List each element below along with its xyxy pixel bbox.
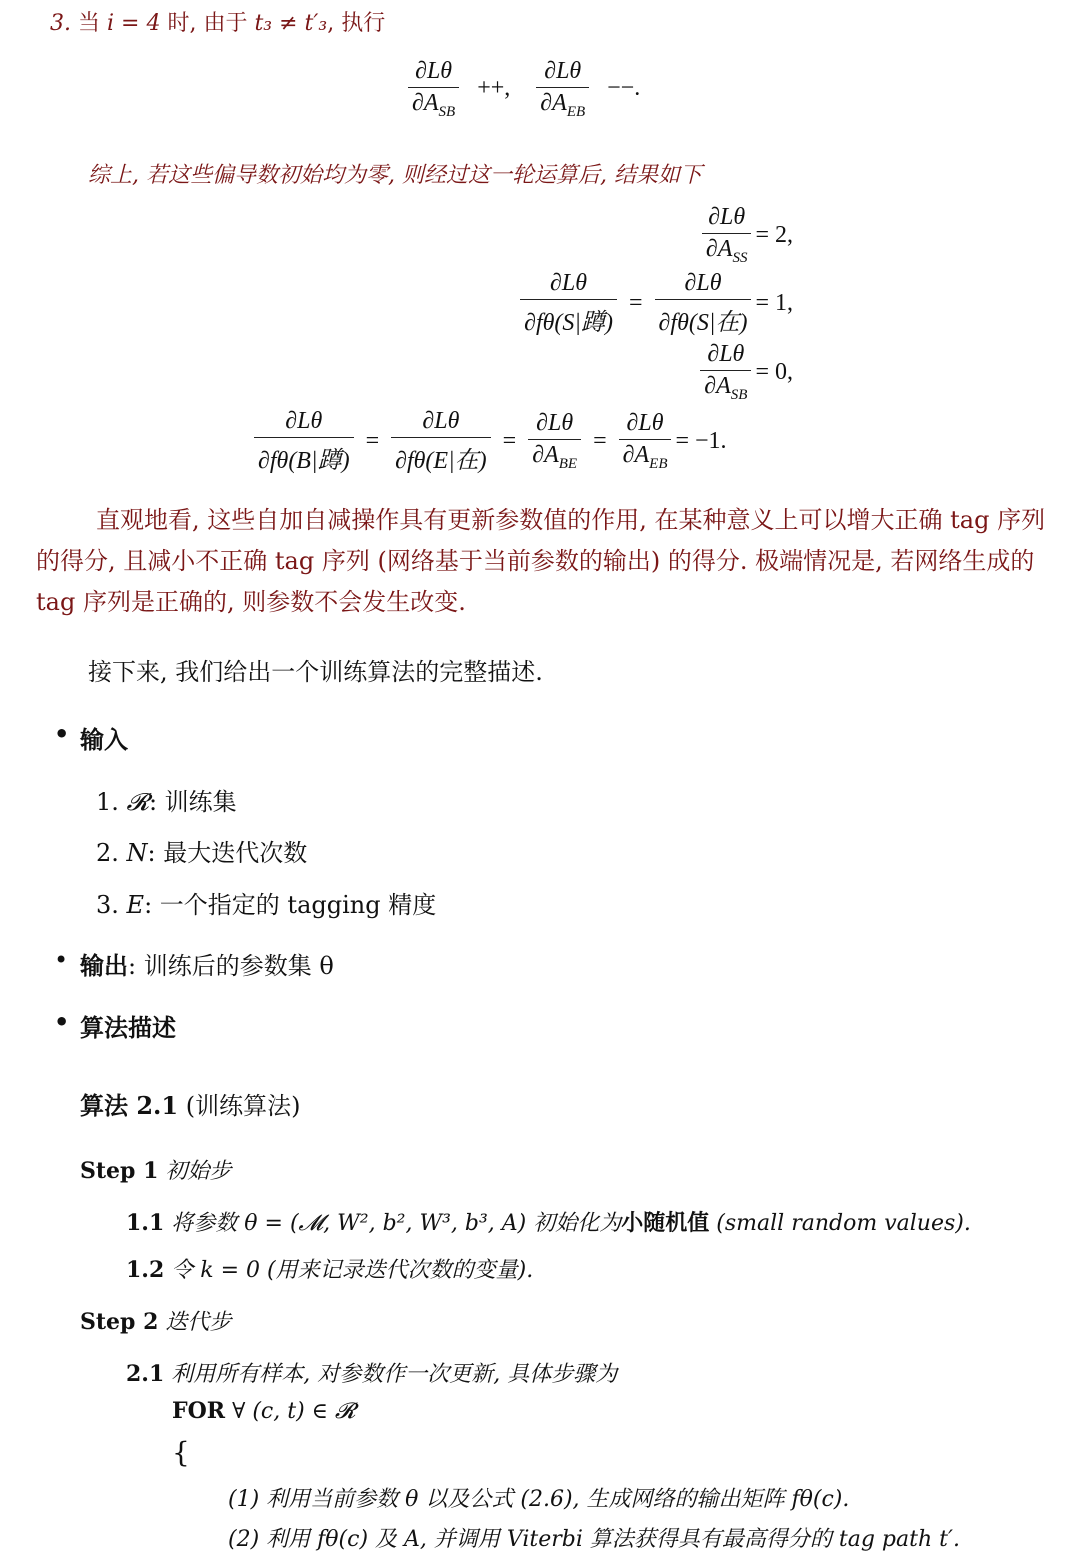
results-block	[233, 202, 793, 406]
frac-numerator: ∂Lθ	[708, 203, 746, 230]
input-text: : 一个指定的 tagging 精度	[144, 891, 437, 919]
step-math: k = 0	[200, 1258, 261, 1283]
step-1-1	[126, 1206, 971, 1237]
input-text: : 最大迭代次数	[147, 839, 308, 867]
input-heading: • 输入	[80, 720, 128, 755]
step3-i-eq: i = 4	[107, 11, 161, 36]
input-text: : 训练集	[148, 788, 237, 816]
step3-number: 3.	[50, 11, 71, 36]
increment-equation	[404, 58, 648, 121]
step-text: 初始化为	[533, 1211, 622, 1236]
algo-desc-heading: • 算法描述	[80, 1008, 176, 1043]
frac-denominator: ∂fθ(S|在)	[655, 299, 752, 337]
result-row-1: $\frac{\partial L\theta}{\partial A_{SS}}$ = 2,	[233, 202, 793, 268]
algorithm-title	[80, 1086, 300, 1121]
list-number: 2.	[96, 839, 119, 867]
step-text: 令	[171, 1258, 194, 1283]
frac-denominator: ∂fθ(B|蹲)	[254, 437, 354, 475]
input-item-1	[96, 782, 237, 817]
output-heading: 输出	[80, 952, 128, 980]
input-symbol: N	[126, 839, 148, 867]
result-row-2: $\frac{\partial L\theta}{\text{∂fθ(S|蹲)}}$ = $\frac{\partial L\theta}{\text{∂fθ(S|在)}}$ = 1,	[233, 268, 793, 338]
result-value: = −1.	[675, 428, 727, 454]
algorithm-name: (训练算法)	[185, 1092, 301, 1120]
step-1-2	[126, 1253, 533, 1284]
fraction-dL-dAEB	[536, 58, 589, 121]
step-emphasis: 小随机值	[621, 1211, 710, 1236]
step-2-1	[126, 1357, 617, 1388]
list-number: 3.	[96, 891, 119, 919]
frac-subscript: BE	[558, 455, 578, 472]
for-keyword: FOR	[172, 1398, 226, 1424]
step3-prefix: 当	[78, 11, 101, 36]
frac-subscript: SB	[730, 386, 748, 403]
step-number: 1.2	[126, 1257, 165, 1283]
step-text: 将参数	[171, 1211, 238, 1236]
increment-operator: ++,	[477, 74, 511, 101]
frac-subscript: EB	[566, 103, 586, 120]
result-value: = 2,	[755, 221, 793, 248]
substep-1: (1) 利用当前参数 θ 以及公式 (2.6), 生成网络的输出矩阵 fθ(c).	[228, 1487, 850, 1512]
step3-mid: 时, 由于	[167, 11, 248, 36]
summary-line: 综上, 若这些偏导数初始均为零, 则经过这一轮运算后, 结果如下	[88, 163, 702, 188]
step2-label: Step 2	[80, 1309, 159, 1335]
substep-2: (2) 利用 fθ(c) 及 A, 并调用 Viterbi 算法获得具有最高得分的 tag path t′.	[228, 1527, 960, 1552]
step-number: 1.1	[126, 1210, 165, 1236]
step3-cond: t₃ ≠ t′₃	[254, 11, 328, 36]
open-brace: {	[172, 1436, 190, 1469]
frac-numerator: ∂Lθ	[626, 410, 664, 437]
for-line	[172, 1398, 355, 1424]
decrement-operator: −−.	[607, 74, 641, 101]
input-symbol: E	[126, 891, 145, 919]
step-text: (用来记录迭代次数的变量).	[267, 1258, 534, 1283]
frac-numerator: ∂Lθ	[285, 408, 323, 434]
frac-numerator: ∂Lθ	[536, 410, 574, 437]
step3-line	[50, 6, 385, 37]
frac-subscript: SB	[438, 103, 456, 120]
input-item-2	[96, 833, 307, 868]
step2-heading	[80, 1305, 231, 1336]
step-number: 2.1	[126, 1361, 165, 1387]
frac-subscript: EB	[649, 455, 668, 472]
frac-numerator: ∂Lθ	[684, 269, 722, 296]
result-row-3: $\frac{\partial L\theta}{\partial A_{SB}}$ = 0,	[233, 338, 793, 406]
input-item-3	[96, 885, 436, 920]
paragraph-next: 接下来, 我们给出一个训练算法的完整描述.	[88, 658, 543, 686]
algorithm-number: 算法 2.1	[80, 1091, 179, 1120]
frac-subscript: SS	[732, 249, 748, 266]
frac-numerator: ∂Lθ	[707, 340, 745, 367]
frac-denominator: ∂fθ(E|在)	[391, 437, 491, 475]
input-symbol: 𝓡	[126, 788, 149, 816]
frac-numerator: ∂Lθ	[544, 58, 582, 84]
paragraph-intuition: 直观地看, 这些自加自减操作具有更新参数值的作用, 在某种意义上可以增大正确 tag 序列的得分, 且减小不正确 tag 序列 (网络基于当前参数的输出) 的得分. 极端情况是, 若网络生成的 tag 序列是正确的, 则参数不会发生改变.	[36, 506, 1046, 616]
result-row-4: $\frac{\partial L\theta}{\text{∂fθ(B|蹲)}}$ = $\frac{\partial L\theta}{\text{∂fθ(E|在)}}$ = $\frac{\partial L\theta}{\partial A_{BE}}$ = $\frac{\partial L\theta}{\partial A_{EB}}$ = −1.	[250, 408, 727, 475]
output-text: : 训练后的参数集 θ	[128, 952, 334, 980]
result-value: = 0,	[755, 358, 793, 385]
frac-numerator: ∂Lθ	[422, 408, 460, 434]
step1-heading	[80, 1154, 231, 1185]
step-text: (small random values).	[716, 1211, 971, 1236]
step1-label: Step 1	[80, 1158, 159, 1184]
step1-title: 初始步	[165, 1159, 232, 1184]
output-line	[80, 946, 334, 981]
fraction-dL-dASB	[408, 58, 459, 121]
step2-title: 迭代步	[165, 1310, 232, 1335]
step3-suffix: , 执行	[327, 11, 386, 36]
frac-denominator: ∂A	[412, 90, 439, 116]
frac-denominator: ∂A	[540, 90, 567, 116]
step-text: 利用所有样本, 对参数作一次更新, 具体步骤为	[171, 1362, 618, 1387]
step-math: θ = (𝓜, W², b², W³, b³, A)	[244, 1211, 527, 1236]
frac-denominator: ∂fθ(S|蹲)	[520, 299, 617, 337]
frac-numerator: ∂Lθ	[550, 269, 588, 296]
frac-numerator: ∂Lθ	[415, 58, 453, 84]
list-number: 1.	[96, 788, 119, 816]
for-expression: ∀ (c, t) ∈ 𝓡	[232, 1399, 356, 1424]
result-value: = 1,	[755, 289, 793, 316]
